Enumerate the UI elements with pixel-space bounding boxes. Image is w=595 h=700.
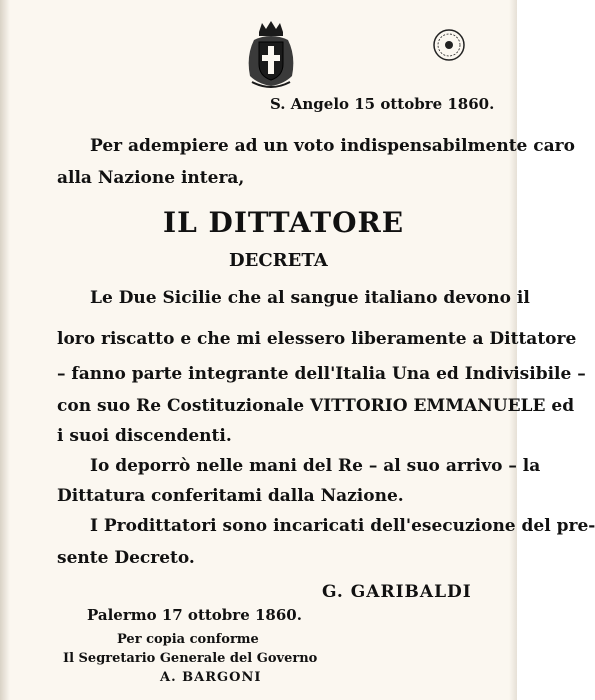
- certified-copy-line: A. BARGONI: [160, 670, 262, 685]
- page-edge-right: [509, 0, 517, 700]
- body-line: Io deporrò nelle mani del Re – al suo arrivo – la: [90, 456, 541, 476]
- date-place-top: S. Angelo 15 ottobre 1860.: [270, 95, 495, 113]
- decree-title: IL DITTATORE: [163, 206, 405, 239]
- body-line: Dittatura conferitami dalla Nazione.: [57, 486, 404, 506]
- body-line: I Prodittatori sono incaricati dell'esecuzione del pre-: [90, 516, 595, 536]
- decree-heading: DECRETA: [229, 250, 328, 271]
- certified-copy-line: Il Segretario Generale del Governo: [63, 651, 318, 666]
- date-place-bottom: Palermo 17 ottobre 1860.: [87, 606, 302, 624]
- savoy-coat-of-arms-icon: [242, 18, 300, 90]
- round-stamp-icon: [432, 28, 466, 62]
- body-line: loro riscatto e che mi elessero liberamente a Dittatore: [57, 329, 577, 349]
- body-line: sente Decreto.: [57, 548, 195, 568]
- signature: G. GARIBALDI: [322, 582, 472, 602]
- page-edge-left: [0, 0, 10, 700]
- body-line: Le Due Sicilie che al sangue italiano devono il: [90, 288, 530, 308]
- preamble-line: Per adempiere ad un voto indispensabilmente caro: [90, 136, 575, 156]
- body-line: – fanno parte integrante dell'Italia Una ed Indivisibile –: [57, 364, 586, 384]
- body-line: i suoi discendenti.: [57, 426, 232, 446]
- certified-copy-line: Per copia conforme: [117, 632, 259, 647]
- preamble-line: alla Nazione intera,: [57, 168, 245, 188]
- body-line: con suo Re Costituzionale VITTORIO EMMANUELE ed: [57, 396, 575, 416]
